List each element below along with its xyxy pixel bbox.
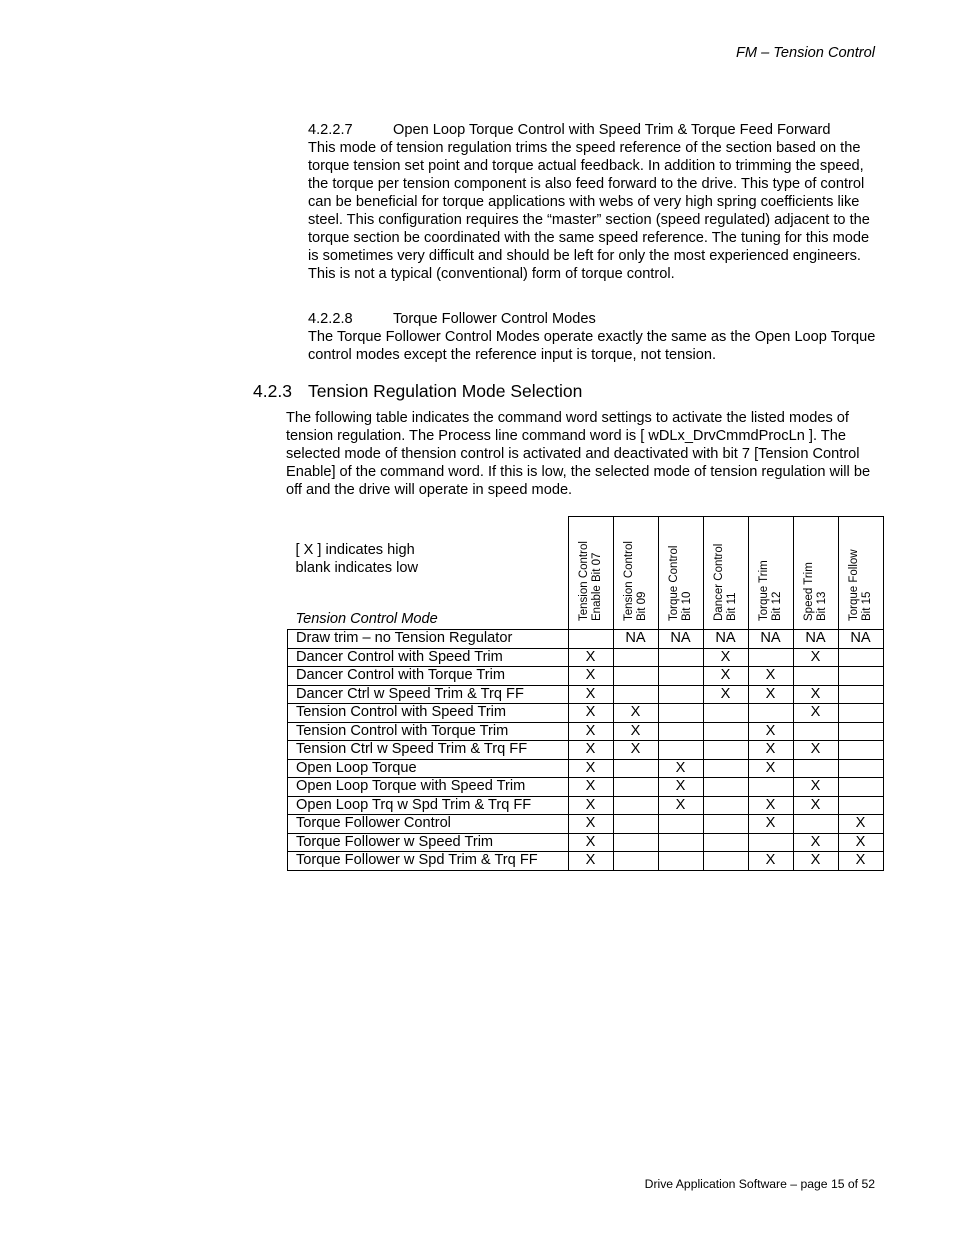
column-header-line: Tension Control: [622, 541, 635, 621]
column-header-line: Torque Trim: [757, 560, 770, 621]
table-row: [288, 704, 884, 723]
bit-cell: X: [568, 759, 613, 778]
bit-cell: [703, 833, 748, 852]
bit-cell: [838, 759, 883, 778]
table-row: [288, 722, 884, 741]
bit-cell: [703, 704, 748, 723]
bit-cell: X: [748, 815, 793, 834]
column-header: [703, 517, 748, 630]
bit-cell: X: [568, 833, 613, 852]
table-row: [288, 648, 884, 667]
bit-cell: [613, 796, 658, 815]
bit-cell: X: [748, 741, 793, 760]
bit-cell: X: [793, 704, 838, 723]
bit-cell: [703, 741, 748, 760]
section-body: The Torque Follower Control Modes operate exactly the same as the Open Loop Torque control modes except the reference input is torque, not tension.: [308, 329, 876, 363]
table-row: [288, 833, 884, 852]
bit-cell: NA: [703, 630, 748, 649]
mode-name-cell: Open Loop Torque with Speed Trim: [288, 778, 569, 797]
section-4-2-3-heading: [253, 382, 582, 400]
bit-cell: [658, 815, 703, 834]
bit-cell: X: [793, 852, 838, 871]
bit-cell: [703, 796, 748, 815]
bit-cell: X: [658, 796, 703, 815]
table-row: [288, 685, 884, 704]
table-header-row: [288, 517, 884, 630]
column-header-line: Bit 09: [635, 591, 648, 621]
legend-header-cell: [288, 517, 569, 630]
bit-cell: [658, 648, 703, 667]
section-title: Open Loop Torque Control with Speed Trim & Torque Feed Forward: [393, 122, 831, 138]
bit-cell: [838, 648, 883, 667]
column-header: [748, 517, 793, 630]
bit-cell: [703, 722, 748, 741]
bit-cell: [793, 815, 838, 834]
bit-cell: [838, 685, 883, 704]
section-number: 4.2.2.7: [308, 122, 353, 138]
bit-cell: [568, 630, 613, 649]
bit-cell: [703, 815, 748, 834]
bit-cell: [658, 704, 703, 723]
section-title: Torque Follower Control Modes: [393, 311, 596, 327]
bit-cell: X: [568, 685, 613, 704]
bit-cell: X: [568, 815, 613, 834]
section-number: 4.2.3: [253, 381, 292, 401]
bit-cell: [658, 722, 703, 741]
bit-cell: [838, 796, 883, 815]
bit-cell: [613, 685, 658, 704]
page-footer: Drive Application Software – page 15 of 52: [644, 1177, 875, 1191]
section-number: 4.2.2.8: [308, 311, 353, 327]
bit-cell: [658, 852, 703, 871]
bit-cell: X: [703, 648, 748, 667]
bit-cell: NA: [658, 630, 703, 649]
bit-cell: [793, 759, 838, 778]
table-row: [288, 630, 884, 649]
column-header-line: Torque Control: [667, 545, 680, 621]
section-4-2-2-8: [308, 310, 878, 364]
bit-cell: X: [568, 704, 613, 723]
bit-cell: [793, 667, 838, 686]
section-heading: [308, 310, 878, 328]
section-4-2-3-body: The following table indicates the command word settings to activate the listed modes of tension regulation. The Process line command word is [ wDLx_DrvCmmdProcLn ]. The selected mode of thension control is activated and deactivated with bit 7 [Tension Control Enable] of the command word. If this is low, the selected mode of tension regulation will be off and the drive will operate in speed mode.: [286, 410, 871, 498]
bit-cell: X: [703, 667, 748, 686]
bit-cell: X: [568, 648, 613, 667]
bit-cell: X: [793, 685, 838, 704]
bit-cell: [658, 833, 703, 852]
bit-cell: NA: [793, 630, 838, 649]
bit-cell: X: [793, 833, 838, 852]
mode-name-cell: Tension Control with Torque Trim: [288, 722, 569, 741]
mode-name-cell: Tension Control with Speed Trim: [288, 704, 569, 723]
column-header: [613, 517, 658, 630]
table-row: [288, 815, 884, 834]
bit-cell: X: [568, 722, 613, 741]
bit-cell: X: [703, 685, 748, 704]
bit-cell: X: [613, 722, 658, 741]
page-header: FM – Tension Control: [736, 45, 875, 61]
bit-cell: NA: [748, 630, 793, 649]
bit-cell: X: [568, 778, 613, 797]
mode-selection-table: [287, 516, 884, 871]
bit-cell: X: [838, 833, 883, 852]
bit-cell: X: [748, 667, 793, 686]
bit-cell: X: [568, 796, 613, 815]
bit-cell: [838, 741, 883, 760]
bit-cell: X: [748, 759, 793, 778]
bit-cell: X: [793, 741, 838, 760]
bit-cell: X: [658, 759, 703, 778]
column-header-line: Speed Trim: [802, 562, 815, 621]
section-title: Tension Regulation Mode Selection: [308, 381, 583, 401]
column-header-line: Bit 12: [770, 591, 783, 621]
bit-cell: [703, 778, 748, 797]
mode-name-cell: Open Loop Trq w Spd Trim & Trq FF: [288, 796, 569, 815]
bit-cell: [613, 667, 658, 686]
bit-cell: [613, 759, 658, 778]
mode-name-cell: Torque Follower w Speed Trim: [288, 833, 569, 852]
bit-cell: X: [838, 852, 883, 871]
table-row: [288, 778, 884, 797]
bit-cell: X: [748, 796, 793, 815]
bit-cell: X: [568, 667, 613, 686]
column-header-line: Tension Control: [577, 541, 590, 621]
section-heading: [308, 121, 878, 139]
column-header: [568, 517, 613, 630]
bit-cell: X: [613, 741, 658, 760]
column-header: [658, 517, 703, 630]
mode-name-cell: Tension Ctrl w Speed Trim & Trq FF: [288, 741, 569, 760]
bit-cell: [748, 833, 793, 852]
bit-cell: [613, 648, 658, 667]
bit-cell: [658, 741, 703, 760]
bit-cell: [793, 722, 838, 741]
bit-cell: [658, 667, 703, 686]
mode-name-cell: Dancer Control with Speed Trim: [288, 648, 569, 667]
bit-cell: [703, 852, 748, 871]
mode-name-cell: Dancer Ctrl w Speed Trim & Trq FF: [288, 685, 569, 704]
bit-cell: [613, 815, 658, 834]
bit-cell: [613, 833, 658, 852]
column-header-line: Bit 10: [680, 591, 693, 621]
table-row: [288, 741, 884, 760]
legend-low: blank indicates low: [295, 559, 418, 576]
mode-name-cell: Draw trim – no Tension Regulator: [288, 630, 569, 649]
bit-cell: X: [748, 722, 793, 741]
bit-cell: X: [568, 741, 613, 760]
bit-cell: [658, 685, 703, 704]
bit-cell: X: [568, 852, 613, 871]
column-header-line: Bit 15: [860, 591, 873, 621]
legend-high: [ X ] indicates high: [295, 541, 415, 558]
bit-cell: [613, 852, 658, 871]
bit-cell: NA: [613, 630, 658, 649]
column-header: [793, 517, 838, 630]
column-header-line: Bit 13: [815, 591, 828, 621]
mode-name-cell: Open Loop Torque: [288, 759, 569, 778]
bit-cell: [748, 704, 793, 723]
bit-cell: [748, 648, 793, 667]
bit-cell: X: [613, 704, 658, 723]
table-row: [288, 667, 884, 686]
table-row: [288, 796, 884, 815]
bit-cell: [838, 667, 883, 686]
table-row: [288, 759, 884, 778]
bit-cell: [838, 778, 883, 797]
bit-cell: [838, 704, 883, 723]
mode-name-cell: Torque Follower w Spd Trim & Trq FF: [288, 852, 569, 871]
table-row: [288, 852, 884, 871]
column-header-line: Torque Follow: [847, 549, 860, 621]
bit-cell: X: [748, 852, 793, 871]
bit-cell: [613, 778, 658, 797]
bit-cell: [703, 759, 748, 778]
section-4-2-2-7: [308, 121, 878, 283]
column-header-line: Bit 11: [725, 592, 738, 621]
table-body: [288, 630, 884, 871]
bit-cell: X: [793, 648, 838, 667]
section-body: This mode of tension regulation trims the speed reference of the section based on the torque tension set point and torque actual feedback. In addition to trimming the speed, the torque per tension component is also feed forward to the drive. This type of control can be beneficial for torque applications with webs of very high spring coefficients like steel. This configuration requires the “master” section (speed regulated) adjacent to the torque section be coordinated with the same speed reference. The tuning for this mode is sometimes very difficult and should be left for only the most experienced engineers. This is not a typical (conventional) form of torque control.: [308, 140, 870, 282]
bit-cell: X: [748, 685, 793, 704]
mode-name-cell: Torque Follower Control: [288, 815, 569, 834]
column-header-line: Enable Bit 07: [590, 552, 603, 621]
bit-cell: NA: [838, 630, 883, 649]
bit-cell: X: [838, 815, 883, 834]
column-header: [838, 517, 883, 630]
column-header-line: Dancer Control: [712, 543, 725, 621]
bit-cell: X: [793, 778, 838, 797]
bit-cell: X: [658, 778, 703, 797]
bit-cell: X: [793, 796, 838, 815]
bit-cell: [748, 778, 793, 797]
bit-cell: [838, 722, 883, 741]
mode-column-header: Tension Control Mode: [295, 610, 438, 627]
mode-name-cell: Dancer Control with Torque Trim: [288, 667, 569, 686]
